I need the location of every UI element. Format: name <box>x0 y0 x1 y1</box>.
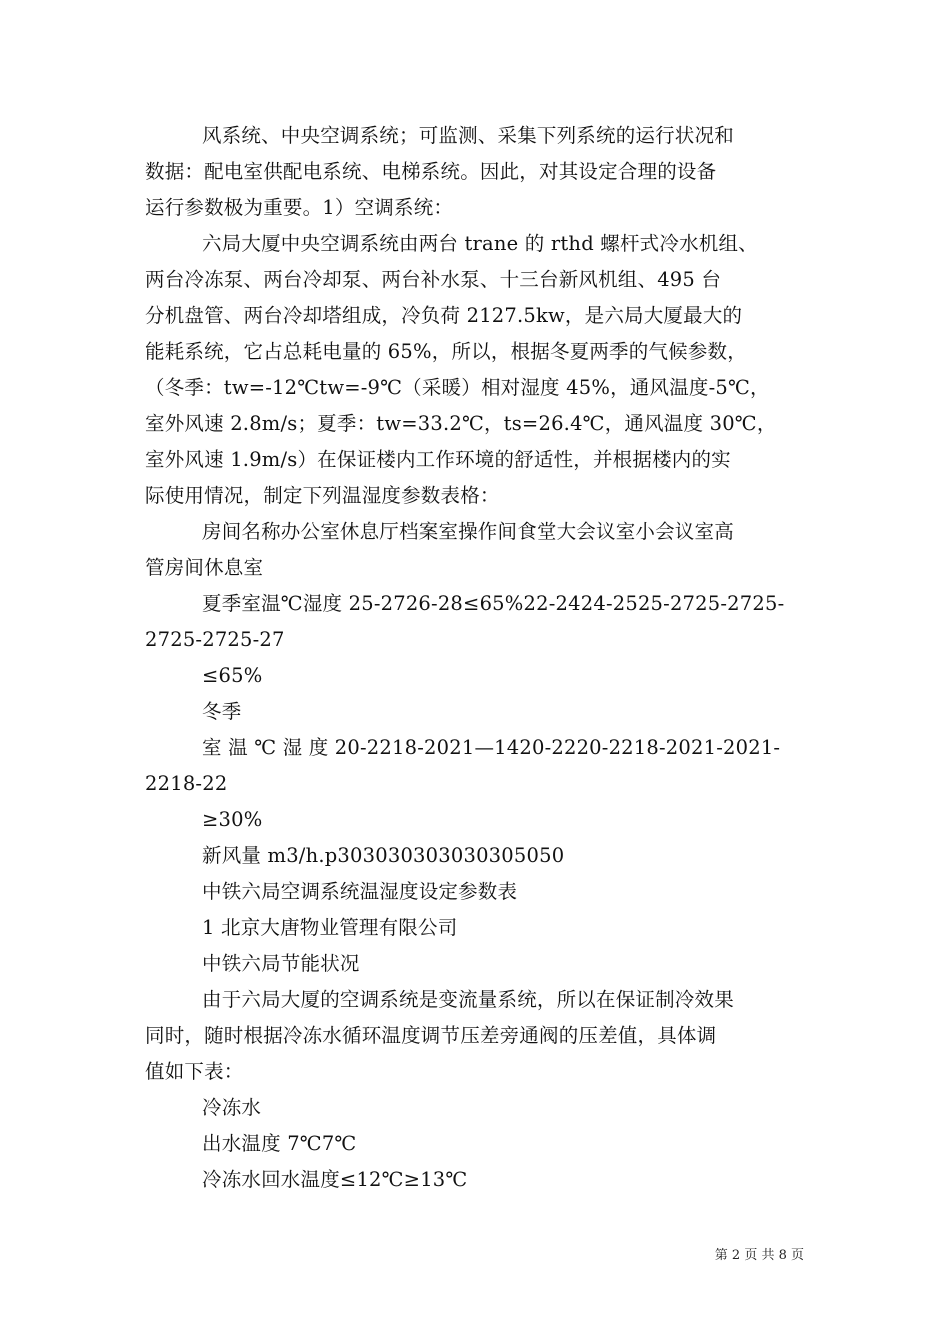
paragraph-line: 六局大厦中央空调系统由两台 trane 的 rthd 螺杆式冷水机组、 <box>202 232 758 255</box>
table-row-line: 2725-2725-27 <box>145 628 285 651</box>
table-row-line: ≤65% <box>202 664 263 687</box>
table-header-line: 房间名称办公室休息厅档案室操作间食堂大会议室小会议室高 <box>202 520 734 543</box>
company-line: 1 北京大唐物业管理有限公司 <box>202 916 458 939</box>
table-row-line: 夏季室温℃湿度 25-2726-28≤65%22-2424-2525-2725-2725- <box>202 592 785 615</box>
table-row-line: ≥30% <box>202 808 263 831</box>
paragraph-line: 由于六局大厦的空调系统是变流量系统，所以在保证制冷效果 <box>202 988 734 1011</box>
table-row-line: 冷冻水 <box>202 1096 262 1119</box>
paragraph-line: 数据：配电室供配电系统、电梯系统。因此，对其设定合理的设备 <box>145 160 717 183</box>
section-heading: 中铁六局节能状况 <box>202 952 360 975</box>
table-row-line: 新风量 m3/h.p303030303030305050 <box>202 844 565 867</box>
table-row-line: 冬季 <box>202 700 242 723</box>
page-number: 第 2 页 共 8 页 <box>714 1248 804 1263</box>
paragraph-line: 运行参数极为重要。1）空调系统： <box>145 196 454 219</box>
paragraph-line: 两台冷冻泵、两台冷却泵、两台补水泵、十三台新风机组、495 台 <box>145 268 722 291</box>
paragraph-line: 同时，随时根据冷冻水循环温度调节压差旁通阀的压差值，具体调 <box>145 1024 717 1047</box>
paragraph-line: 室外风速 2.8m/s；夏季：tw=33.2℃，ts=26.4℃，通风温度 30℃， <box>145 412 777 435</box>
table-row-line: 2218-22 <box>145 772 228 795</box>
paragraph-line: 分机盘管、两台冷却塔组成，冷负荷 2127.5kw，是六局大厦最大的 <box>145 304 743 327</box>
table-caption: 中铁六局空调系统温湿度设定参数表 <box>202 880 518 903</box>
paragraph-line: （冬季：tw=-12℃tw=-9℃（采暖）相对湿度 45%，通风温度-5℃， <box>145 376 770 399</box>
paragraph-line: 风系统、中央空调系统；可监测、采集下列系统的运行状况和 <box>202 124 734 147</box>
paragraph-line: 值如下表： <box>145 1060 244 1083</box>
table-row-line: 室 温 ℃ 湿 度 20-2218-2021—1420-2220-2218-2021-2021- <box>202 736 781 759</box>
paragraph-line: 际使用情况，制定下列温湿度参数表格： <box>145 484 500 507</box>
paragraph-line: 室外风速 1.9m/s）在保证楼内工作环境的舒适性，并根据楼内的实 <box>145 448 731 471</box>
table-row-line: 出水温度 7℃7℃ <box>202 1132 357 1155</box>
table-header-line: 管房间休息室 <box>145 556 264 579</box>
paragraph-line: 能耗系统，它占总耗电量的 65%，所以，根据冬夏两季的气候参数， <box>145 340 747 363</box>
table-row-line: 冷冻水回水温度≤12℃≥13℃ <box>202 1168 468 1191</box>
